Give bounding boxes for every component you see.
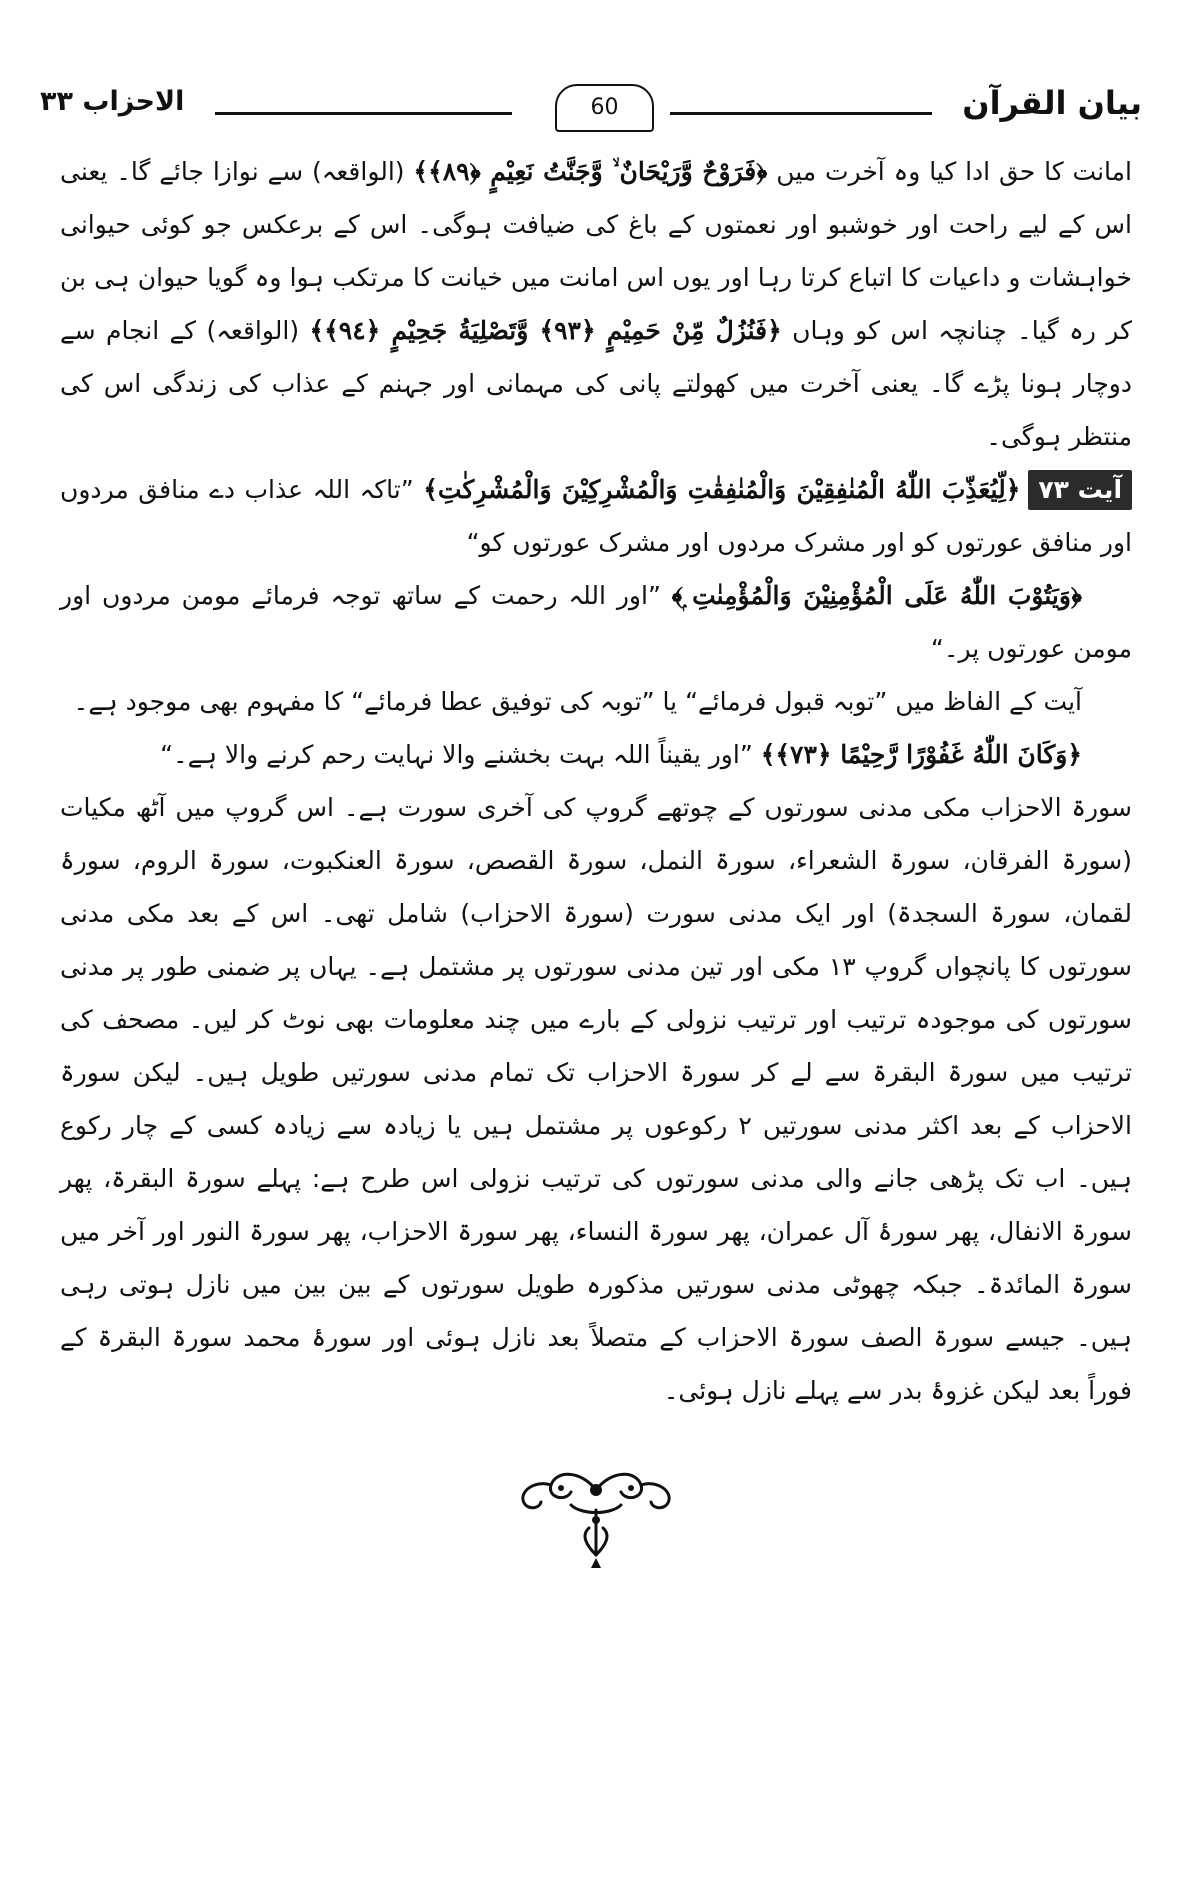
verse-translation: ”اور اللہ رحمت کے ساتھ توجہ فرمائے مومن مردوں اور مومن عورتوں پر۔“ [60, 581, 1132, 663]
ayah-number-badge: آیت ۷۳ [1028, 470, 1132, 510]
paragraph-2 [60, 463, 1132, 569]
header-rule-left [215, 112, 512, 115]
page-number: 60 [555, 84, 654, 132]
paragraph-5 [60, 728, 1132, 781]
paragraph-3 [60, 569, 1132, 675]
paragraph-6: سورۃ الاحزاب مکی مدنی سورتوں کے چوتھے گروپ کی آخری سورت ہے۔ اس گروپ میں آٹھ مکیات (سورۃ الفرقان، سورۃ الشعراء، سورۃ النمل، سورۃ القصص، سورۃ العنکبوت، سورۃ الروم، سورۂ لقمان، سورۃ السجدۃ) اور ایک مدنی سورت (سورۃ الاحزاب) شامل تھی۔ اس کے بعد مکی مدنی سورتوں کا پانچواں گروپ ۱۳ مکی اور تین مدنی سورتوں پر مشتمل ہے۔ یہاں پر ضمنی طور پر مدنی سورتوں کی موجودہ ترتیب اور ترتیب نزولی کے بارے میں چند معلومات بھی نوٹ کر لیں۔ مصحف کی ترتیب میں سورۃ البقرۃ سے لے کر سورۃ الاحزاب تک تمام مدنی سورتیں طویل ہیں۔ لیکن سورۃ الاحزاب کے بعد اکثر مدنی سورتیں ۲ رکوعوں پر مشتمل ہیں یا زیادہ سے زیادہ کسی کے چار رکوع ہیں۔ اب تک پڑھی جانے والی مدنی سورتوں کی ترتیب نزولی اس طرح ہے: پہلے سورۃ البقرۃ، پھر سورۃ الانفال، پھر سورۂ آل عمران، پھر سورۃ النساء، پھر سورۃ الاحزاب، پھر سورۃ النور اور آخر میں سورۃ المائدۃ۔ جبکہ چھوٹی مدنی سورتیں مذکورہ طویل سورتوں کے بین بین میں نازل ہوتی رہی ہیں۔ جیسے سورۃ الصف سورۃ الاحزاب کے متصلاً بعد نازل ہوئی اور سورۂ محمد سورۃ البقرۃ کے فوراً بعد لیکن غزوۂ بدر سے پہلے نازل ہوئی۔ [60, 793, 1133, 1405]
ornament-icon [0, 1460, 1192, 1574]
text-run: (الواقعہ) سے نوازا جائے گا۔ یعنی اس کے لیے راحت اور خوشبو اور نعمتوں کے باغ کی ضیافت ہوگی۔ اس کے برعکس جو کوئی حیوانی خواہشات و داعیات کا اتباع کرتا رہا اور یوں اس امانت میں خیانت کا مرتکب ہوا وہ گویا حیوان ہی بن کر رہ گیا۔ چنانچہ اس کو وہاں [60, 157, 1132, 345]
text-run: امانت کا حق ادا کیا وہ آخرت میں [767, 157, 1132, 186]
header-rule-right [670, 112, 932, 115]
ornament-graphic [511, 1460, 681, 1570]
quran-verse: ﴿فَرَوْحٌ وَّرَيْحَانٌ ۙ وَّجَنَّتُ نَعِيْمٍ ﴿٨٩﴾﴾ [413, 157, 768, 186]
paragraph-1 [60, 145, 1132, 463]
paragraph-4: آیت کے الفاظ میں ”توبہ قبول فرمائے“ یا ”توبہ کی توفیق عطا فرمائے“ کا مفہوم بھی موجود ہے۔ [73, 687, 1082, 716]
surah-marker: الاحزاب ۳۳ [40, 86, 185, 117]
book-title: بیان القرآن [962, 84, 1142, 122]
text-run: (الواقعہ) کے انجام سے دوچار ہونا پڑے گا۔ یعنی آخرت میں کھولتے پانی کی مہمانی اور جہنم کے عذاب کی زندگی اس کی منتظر ہوگی۔ [60, 316, 1132, 451]
verse-translation: ”اور یقیناً اللہ بہت بخشنے والا نہایت رحم کرنے والا ہے۔“ [160, 740, 761, 769]
page-body [60, 145, 1132, 1417]
page-header [40, 84, 1142, 134]
quran-verse: ﴿وَكَانَ اللّٰهُ غَفُوْرًا رَّحِيْمًا ﴿٧٣﴾﴾ [760, 740, 1082, 769]
quran-verse: ﴿لِّيُعَذِّبَ اللّٰهُ الْمُنٰفِقِيْنَ وَالْمُنٰفِقٰتِ وَالْمُشْرِكِيْنَ وَالْمُشْرِكٰتِ﴾ [423, 475, 1021, 504]
quran-verse: ﴿فَنُزُلٌ مِّنْ حَمِيْمٍ ﴿٩٣﴾ وَّتَصْلِيَةُ جَحِيْمٍ ﴿٩٤﴾﴾ [309, 316, 782, 345]
quran-verse: ﴿وَيَتُوْبَ اللّٰهُ عَلَى الْمُؤْمِنِيْنَ وَالْمُؤْمِنٰتِ ۭ﴾ [671, 581, 1082, 610]
verse-translation: ”تاکہ اللہ عذاب دے منافق مردوں اور منافق عورتوں کو اور مشرک مردوں اور مشرک عورتوں کو“ [60, 475, 1132, 557]
